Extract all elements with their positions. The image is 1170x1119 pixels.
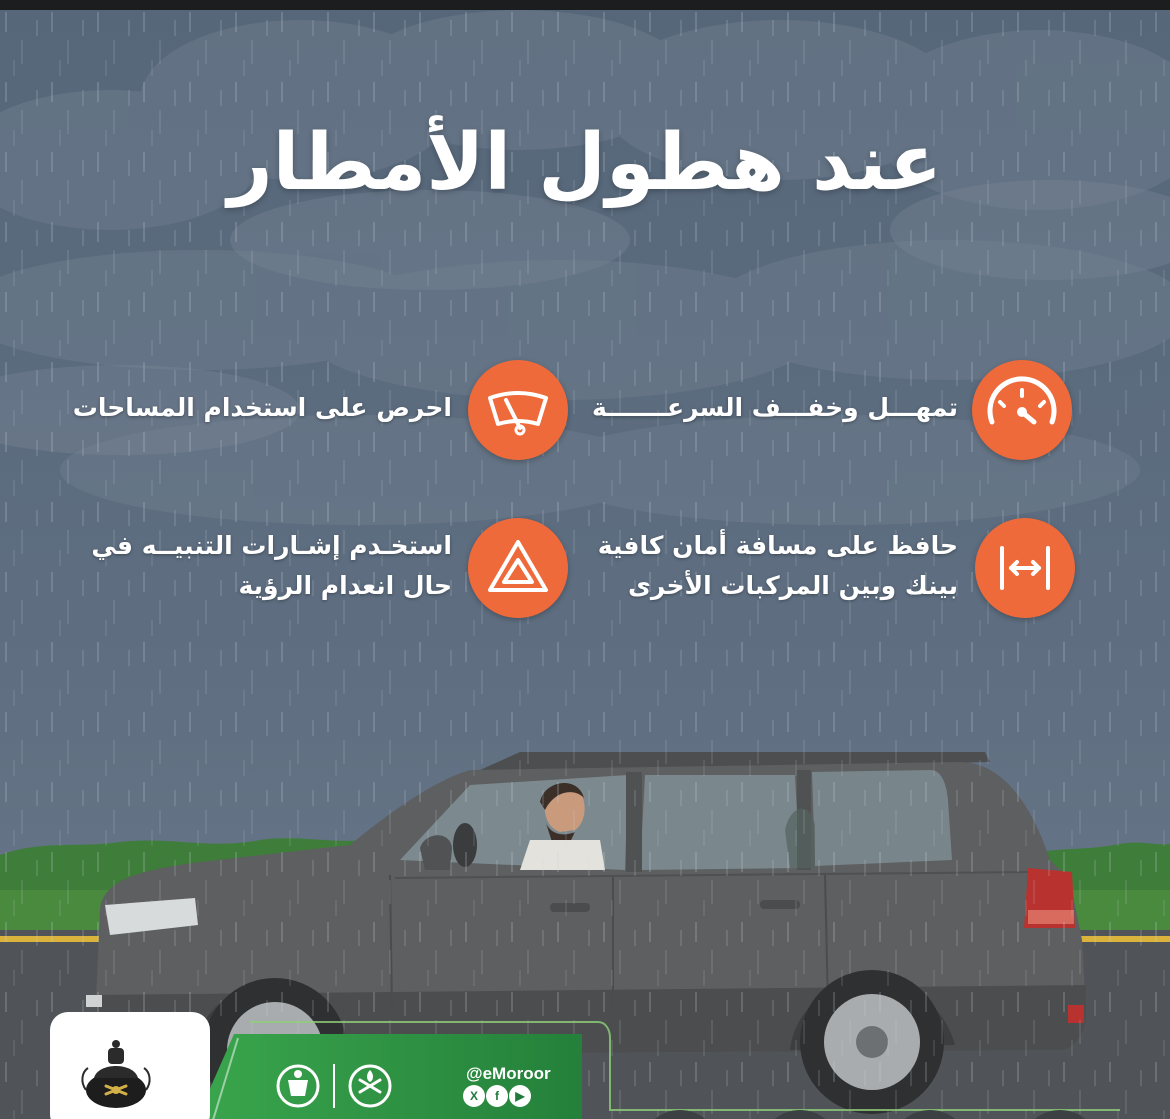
youtube-icon[interactable]: ▶ bbox=[509, 1085, 531, 1107]
tip-distance bbox=[598, 526, 958, 606]
tip-hazard-line1: استخـدم إشـارات التنبيــه في bbox=[91, 531, 452, 560]
tip-distance-line2: بينك وبين المركبات الأخرى bbox=[627, 571, 958, 600]
tip-wipers: احرص على استخدام المساحات bbox=[72, 393, 452, 422]
logo-card bbox=[50, 1012, 210, 1119]
tip-slow-down: تمهـــل وخفـــف السرعـــــــة bbox=[592, 393, 958, 422]
windshield-wiper-icon bbox=[468, 360, 568, 460]
tip-hazard-line2: حال انعدام الرؤية bbox=[238, 571, 452, 600]
safe-distance-icon bbox=[975, 518, 1075, 618]
speedometer-icon bbox=[972, 360, 1072, 460]
facebook-icon[interactable]: f bbox=[486, 1085, 508, 1107]
hazard-triangle-icon bbox=[468, 518, 568, 618]
tip-hazard bbox=[91, 526, 452, 606]
page-title: عند هطول الأمطار bbox=[227, 118, 943, 208]
top-bar bbox=[0, 0, 1170, 10]
traffic-police-logo-icon bbox=[50, 1012, 210, 1119]
social-handle: @eMoroor bbox=[466, 1064, 551, 1083]
tip-distance-line1: حافظ على مسافة أمان كافية bbox=[597, 531, 958, 560]
x-icon[interactable]: X bbox=[463, 1085, 485, 1107]
